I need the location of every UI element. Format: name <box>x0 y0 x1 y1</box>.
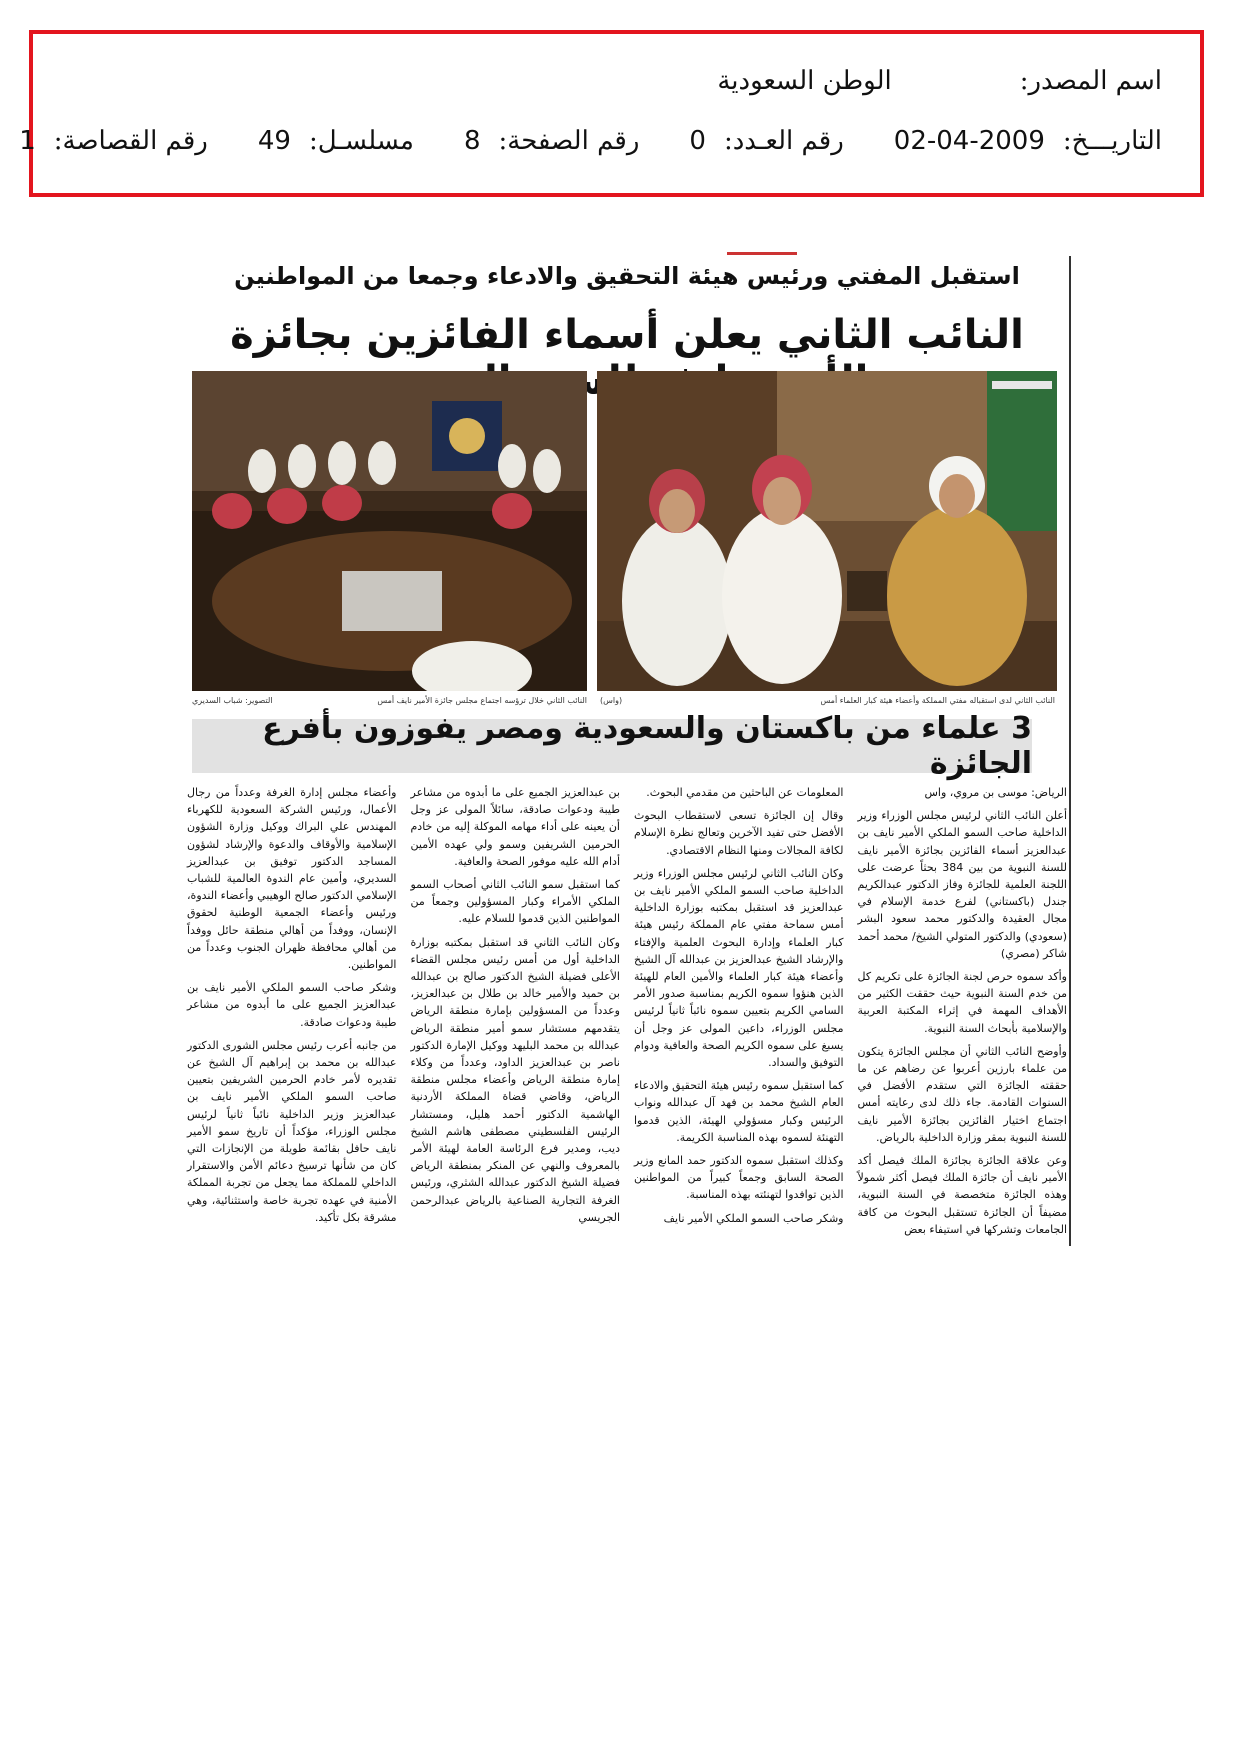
paragraph: وأكد سموه حرص لجنة الجائزة على تكريم كل من خدم السنة النبوية حيث حققت الكثير من الأهداف المهمة في إثراء المكتبة العربية والإسلامية بأبحاث السنة النبوية. <box>857 970 1067 1035</box>
text-column-2 <box>634 784 844 1244</box>
paragraph: وأوضح النائب الثاني أن مجلس الجائزة يتكون من علماء بارزين أعربوا عن رضاهم عن ما حققته الجائزة التي ستقدم الأفضل في السنوات القادمة. جاء ذلك لدى رعايته أمس اجتماع اختيار الفائزين بجائزة الأمير نايف للسنة النبوية بمقر وزارة الداخلية بالرياض. <box>857 1044 1067 1144</box>
date-label: التاريـــخ: <box>1062 126 1162 156</box>
paragraph: وكان النائب الثاني لرئيس مجلس الوزراء وزير الداخلية صاحب السمو الملكي الأمير نايف بن عبدالعزيز قد استقبل بمكتبه بوزارة الداخلية أمس سماحة مفتي عام المملكة رئيس هيئة كبار العلماء وإدارة البحوث العلمية والإفتاء والإرشاد الشيخ عبدالعزيز بن عبدالله آل الشيخ وأعضاء هيئة كبار العلماء والأمين العام للهيئة الذين هنؤوا سموه الكريم بمناسبة صدور الأمر السامي الكريم بتعيين سموه نائباً ثانياً لرئيس مجلس الوزراء، داعين المولى عز وجل أن يسبغ على سموه الكريم الصحة والعافية ودوام التوفيق والسداد. <box>634 866 844 1070</box>
issue-pair <box>689 126 843 156</box>
page-value: 8 <box>463 126 481 156</box>
text-column-1 <box>858 784 1068 1244</box>
issue-label: رقم العـدد: <box>723 126 844 156</box>
serial-value: 49 <box>257 126 291 156</box>
paragraph: أعلن النائب الثاني لرئيس مجلس الوزراء وزير الداخلية صاحب السمو الملكي الأمير نايف بن عبدالعزيز أسماء الفائزين بجائزة الأمير نايف للسنة النبوية من بين 384 بحثاً عرضت على اللجنة العلمية للجائزة وفاز الدكتور عبدالكريم جندل (باكستاني) لفرع خدمة الإسلام في مجال العقيدة والدكتور محمد سعود البشر (سعودي) والدكتور المتولي الشيخ/ محمد أحمد شاكر (مصري) <box>857 809 1067 960</box>
column-border-line <box>1069 256 1071 1246</box>
paragraph: الرياض: موسى بن مروي، واس <box>924 786 1067 799</box>
subheadline-banner <box>192 711 1032 781</box>
page-label: رقم الصفحة: <box>498 126 640 156</box>
photo-left-caption: النائب الثاني خلال ترؤسه اجتماع مجلس جائزة الأمير نايف أمس <box>377 696 587 705</box>
date-pair <box>894 126 1162 156</box>
serial-label: مسلسـل: <box>308 126 414 156</box>
serial-pair <box>258 126 414 156</box>
source-pair <box>717 66 1162 96</box>
article-columns <box>187 784 1067 1244</box>
photo-right-caption: النائب الثاني لدى استقباله مفتي المملكة وأعضاء هيئة كبار العلماء أمس <box>820 696 1055 705</box>
photo-right-credit: (واس) <box>600 696 623 705</box>
paragraph: المعلومات عن الباحثين من مقدمي البحوث. <box>646 786 844 799</box>
clipping-info-box <box>19 30 1204 197</box>
paragraph: وكذلك استقبل سموه الدكتور حمد المانع وزير الصحة السابق وجمعاً كبيراً من المواطنين الذين توافدوا لتهنئته بهذه المناسبة. <box>634 1154 844 1202</box>
source-value: الوطن السعودية <box>717 66 892 96</box>
source-row <box>63 66 1162 96</box>
clip-label: رقم القصاصة: <box>53 126 208 156</box>
paragraph: وشكر صاحب السمو الملكي الأمير نايف بن عبدالعزيز الجميع على ما أبدوه من مشاعر طيبة ودعوات صادقة. <box>187 981 397 1029</box>
paragraph: بن عبدالعزيز الجميع على ما أبدوه من مشاعر طيبة ودعوات صادقة، سائلاً المولى عز وجل أن يعينه على أداء مهامه الموكلة إليه من خادم الحرمين الشريفين وسمو ولي عهده الأمين أدام الله عليه موفور الصحة والعافية. <box>410 786 620 868</box>
clip-pair <box>19 126 208 156</box>
photo-meeting <box>192 371 587 691</box>
top-accent-rule <box>727 252 797 255</box>
page-pair <box>464 126 639 156</box>
photo-reception <box>597 371 1057 691</box>
paragraph: كما استقبل سمو النائب الثاني أصحاب السمو الملكي الأمراء وكبار المسؤولين وجمعاً من المواطنين الذين قدموا للسلام عليه. <box>410 878 620 926</box>
paragraph: وشكر صاحب السمو الملكي الأمير نايف <box>663 1211 844 1225</box>
photo-left-credit: التصوير: شباب السديري <box>192 696 273 705</box>
meta-row <box>19 126 1162 156</box>
article-kicker: استقبل المفتي ورئيس هيئة التحقيق والادعاء وجمعا من المواطنين <box>234 262 1020 290</box>
article-headline: النائب الثاني يعلن أسماء الفائزين بجائزة <box>230 312 1024 358</box>
subheadline: 3 علماء من باكستان والسعودية ومصر يفوزون بأفرع الجائزة <box>262 711 1032 781</box>
paragraph: وعن علاقة الجائزة بجائزة الملك فيصل أكد الأمير نايف أن جائزة الملك فيصل أكثر شمولاً وهذه الجائزة متخصصة في السنة النبوية، مضيفاً أن الجائزة تستقبل البحوث من كافة الجامعات وتشركها في استيفاء بعض <box>857 1154 1067 1236</box>
text-column-3 <box>411 784 621 1244</box>
issue-value: 0 <box>689 126 706 156</box>
date-value: 02-04-2009 <box>893 126 1045 156</box>
text-column-4 <box>187 784 397 1244</box>
paragraph: كما استقبل سموه رئيس هيئة التحقيق والادعاء العام الشيخ محمد بن فهد آل عبدالله ونواب الرئيس وكبار مسؤولي الهيئة، الذين قدموا التهنئة لسموه بهذه المناسبة الكريمة. <box>634 1079 844 1144</box>
paragraph: وقال إن الجائزة تسعى لاستقطاب البحوث الأفضل حتى تفيد الآخرين وتعالج نظرة الإسلام لكافة المجالات ومنها النظام الاقتصادي. <box>634 809 844 857</box>
clip-value: 1 <box>19 126 36 156</box>
source-label: اسم المصدر: <box>1019 66 1162 96</box>
newspaper-article <box>187 256 1077 1246</box>
paragraph: من جانبه أعرب رئيس مجلس الشورى الدكتور عبدالله بن محمد بن إبراهيم آل الشيخ عن تقديره لأمر خادم الحرمين الشريفين بتعيين صاحب السمو الملكي الأمير نايف بن عبدالعزيز وزير الداخلية نائباً ثانياً لرئيس مجلس الوزراء، مؤكداً أن تاريخ سمو الأمير نايف حافل بقائمة طويلة من الإنجازات التي كان من شأنها ترسيخ دعائم الأمن والاستقرار الداخلي للمملكة مما يجعل من تجربة المملكة الأمنية في عهده تجربة خاصة واستثنائية، وهي مشرقة بكل تأكيد. <box>187 1038 397 1224</box>
paragraph: وكان النائب الثاني قد استقبل بمكتبه بوزارة الداخلية أول من أمس رئيس مجلس القضاء الأعلى فضيلة الشيخ الدكتور صالح بن عبدالله بن حميد والأمير خالد بن طلال بن عبدالعزيز، وعدداً من المسؤولين بإمارة منطقة الرياض يتقدمهم مستشار سمو أمير منطقة الرياض عبدالله بن محمد البليهد ووكيل الإمارة الدكتور ناصر بن عبدالعزيز الداود، وعدداً من وكلاء إمارة منطقة الرياض وأعضاء مجلس منطقة الرياض، وقاضي قضاة المملكة الأردنية الهاشمية الدكتور أحمد هليل، ومستشار الرئيس الفلسطيني مصطفى هاشم الشيخ ديب، ومدير فرع الرئاسة العامة لهيئة الأمر بالمعروف والنهي عن المنكر بمنطقة الرياض فضيلة الشيخ الدكتور عبدالله الشثري، ورئيس الغرفة التجارية الصناعية بالرياض عبدالرحمن الجريسي <box>410 935 620 1224</box>
paragraph: وأعضاء مجلس إدارة الغرفة وعدداً من رجال الأعمال، ورئيس الشركة السعودية للكهرباء المهندس علي البراك ووكيل وزارة الشؤون الإسلامية والأوقاف والدعوة والإرشاد لشؤون المساجد الدكتور توفيق بن عبدالعزيز السديري، وأمين عام الندوة العالمية للشباب الإسلامي الدكتور صالح الوهيبي وأعضاء الندوة، ورئيس وأعضاء الجمعية الوطنية لحقوق الإنسان، ووفداً من أهالي منطقة حائل ووفداً من أهالي محافظة ظهران الجنوب وعدداً من المواطنين. <box>187 786 397 972</box>
